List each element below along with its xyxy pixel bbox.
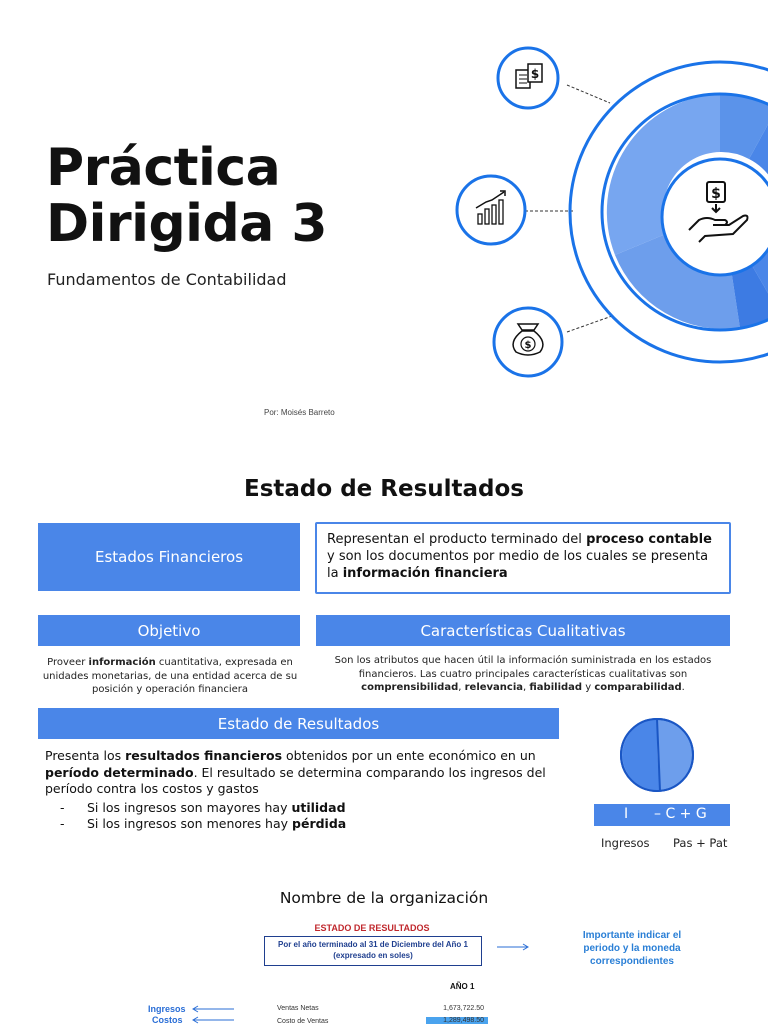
formula-left: I: [624, 806, 629, 822]
bullet-perdida: - Si los ingresos son menores hay pérdida: [60, 816, 347, 831]
connector-bottom: [567, 316, 612, 332]
side-label-costos: Costos: [152, 1015, 183, 1024]
donut-center: [662, 159, 768, 275]
formula-right: – C + G: [654, 806, 707, 822]
formula-label-ingresos: Ingresos: [601, 836, 650, 850]
document-dollar-icon: [498, 48, 558, 108]
page-title: [46, 140, 327, 252]
title-line-2: Dirigida 3: [46, 194, 328, 254]
svg-text:$: $: [711, 186, 721, 202]
row-label-ventas: Ventas Netas: [277, 1005, 319, 1012]
row-label-costo: Costo de Ventas: [277, 1018, 329, 1024]
svg-text:$: $: [530, 67, 540, 81]
estados-financieros-description: Representan el producto terminado del proceso contable y son los documentos por medio de los cuales se presenta la información financiera: [315, 522, 731, 594]
finance-graphic: [440, 40, 768, 380]
side-label-ingresos: Ingresos: [148, 1004, 186, 1014]
money-bag-icon: [494, 308, 562, 376]
pie-icon: [618, 718, 698, 794]
caracteristicas-text: Son los atributos que hacen útil la información suministrada en los estados financieros. Las cuatro principales características cualitativas son comprensibilidad, relevancia, fiabilidad y comparabilidad.: [334, 655, 712, 693]
row-value-ventas: 1,673,722.50: [443, 1005, 484, 1012]
section-title: Estado de Resultados: [244, 476, 524, 502]
period-line-2: (expresado en soles): [333, 950, 413, 960]
donut-chart: [602, 94, 768, 330]
connector-top: [567, 85, 610, 103]
arrow-icon: [497, 943, 531, 951]
side-arrows: [190, 1004, 236, 1024]
period-box: [264, 936, 482, 966]
title-line-1: Práctica: [46, 138, 281, 198]
growth-chart-icon: [457, 176, 525, 244]
important-note: Importante indicar el periodo y la moneda correspondientes: [582, 930, 682, 967]
bullet-utilidad: - Si los ingresos son mayores hay utilidad: [60, 800, 346, 815]
caracteristicas-box: Características Cualitativas: [316, 615, 730, 646]
row-value-costo: 1,289,498.50: [426, 1017, 488, 1024]
formula-label-pas-pat: Pas + Pat: [673, 836, 728, 850]
svg-text:$: $: [524, 340, 532, 351]
subtitle: Fundamentos de Contabilidad: [47, 270, 287, 289]
organization-title: Nombre de la organización: [279, 889, 489, 907]
year-column-header: AÑO 1: [450, 982, 475, 991]
objetivo-box: Objetivo: [38, 615, 300, 646]
estado-resultados-box: Estado de Resultados: [38, 708, 559, 739]
estados-financieros-box: Estados Financieros: [38, 523, 300, 591]
estado-resultados-text: Presenta los resultados financieros obtenidos por un ente económico en un período determinado. El resultado se determina comparando los ingresos del período contra los costos y gastos: [45, 748, 546, 796]
formula-bar: [594, 804, 730, 826]
statement-header: ESTADO DE RESULTADOS: [314, 923, 430, 933]
objetivo-text: Proveer información cuantitativa, expresada en unidades monetarias, de una entidad acerca de su posición y operación financiera: [42, 657, 298, 695]
period-line-1: Por el año terminado al 31 de Diciembre del Año 1: [278, 940, 468, 949]
author-credit: Por: Moisés Barreto: [264, 408, 335, 417]
